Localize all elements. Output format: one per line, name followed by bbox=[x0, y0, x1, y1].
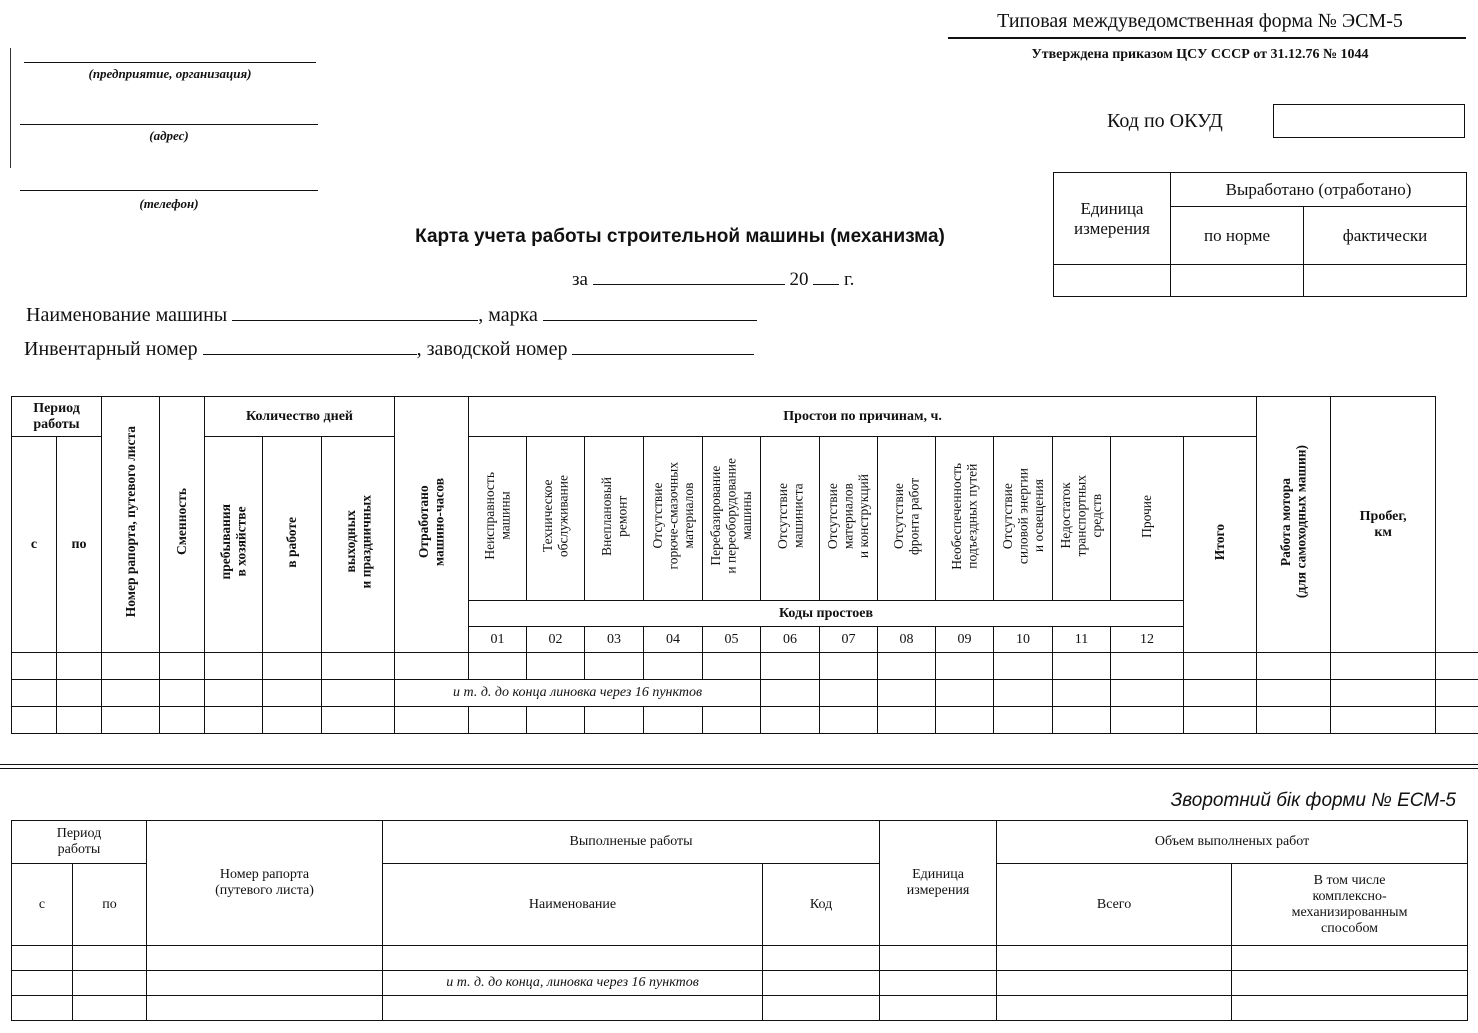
machine-name-line bbox=[26, 304, 757, 327]
table-cell[interactable] bbox=[263, 707, 322, 734]
brand-label: , марка bbox=[478, 304, 538, 326]
unit-header: Единица измерения bbox=[1054, 173, 1171, 265]
table-cell[interactable] bbox=[322, 680, 395, 707]
back-period-header: Период работы bbox=[12, 821, 147, 864]
table-cell[interactable] bbox=[1053, 707, 1111, 734]
idle-col-10: Недостаток транспортных средств bbox=[1053, 437, 1111, 601]
idle-col-5: Отсутствие машиниста bbox=[761, 437, 820, 601]
table-cell[interactable] bbox=[585, 653, 644, 680]
inventory-label: Инвентарный номер bbox=[24, 338, 198, 360]
table-cell[interactable] bbox=[1184, 653, 1257, 680]
table-row bbox=[12, 946, 1468, 971]
unit-cell[interactable] bbox=[1054, 265, 1171, 297]
idle-code: 10 bbox=[994, 627, 1053, 653]
table-cell[interactable] bbox=[383, 946, 763, 971]
table-cell[interactable] bbox=[878, 680, 936, 707]
table-cell[interactable] bbox=[703, 707, 761, 734]
table-cell[interactable] bbox=[102, 707, 160, 734]
idle-col-9: Отсутствие силовой энергии и освещения bbox=[994, 437, 1053, 601]
table-cell[interactable] bbox=[1232, 946, 1468, 971]
table-cell[interactable] bbox=[73, 996, 147, 1021]
inventory-line bbox=[24, 338, 754, 361]
ruling-note: и т. д. до конца линовка через 16 пунктов bbox=[395, 680, 761, 707]
back-to-header: по bbox=[73, 864, 147, 946]
main-table bbox=[11, 396, 1478, 734]
report-no-header: Номер рапорта, путевого листа bbox=[102, 397, 160, 653]
table-cell[interactable] bbox=[994, 653, 1053, 680]
table-cell[interactable] bbox=[147, 971, 383, 996]
idle-col-8: Необеспеченность подъездных путей bbox=[936, 437, 994, 601]
table-cell[interactable] bbox=[880, 946, 997, 971]
za-label: за bbox=[572, 269, 588, 290]
table-row bbox=[12, 971, 1468, 996]
table-cell[interactable] bbox=[395, 653, 469, 680]
table-cell[interactable] bbox=[263, 653, 322, 680]
idle-code: 12 bbox=[1111, 627, 1184, 653]
table-cell[interactable] bbox=[469, 707, 527, 734]
table-cell[interactable] bbox=[997, 946, 1232, 971]
actual-cell[interactable] bbox=[1304, 265, 1467, 297]
table-cell[interactable] bbox=[1053, 653, 1111, 680]
org-label: (предприятие, организация) bbox=[88, 66, 252, 81]
table-cell[interactable] bbox=[585, 707, 644, 734]
table-cell[interactable] bbox=[1331, 707, 1436, 734]
period-blank[interactable] bbox=[593, 284, 785, 285]
inventory-blank[interactable] bbox=[203, 354, 417, 355]
work-code-header: Код bbox=[763, 864, 880, 946]
table-cell[interactable] bbox=[383, 996, 763, 1021]
table-cell[interactable] bbox=[1184, 707, 1257, 734]
back-from-header: с bbox=[12, 864, 73, 946]
table-cell[interactable] bbox=[1436, 707, 1478, 734]
idle-code: 09 bbox=[936, 627, 994, 653]
phone-label: (телефон) bbox=[139, 196, 199, 211]
idle-col-0: Неисправность машины bbox=[469, 437, 527, 601]
table-cell[interactable] bbox=[1111, 680, 1184, 707]
idle-code: 07 bbox=[820, 627, 878, 653]
machine-hours-header: Отработано машино-часов bbox=[395, 397, 469, 653]
table-cell[interactable] bbox=[997, 971, 1232, 996]
table-cell[interactable] bbox=[936, 680, 994, 707]
table-cell[interactable] bbox=[322, 653, 395, 680]
table-row bbox=[12, 653, 1478, 680]
table-cell[interactable] bbox=[763, 996, 880, 1021]
table-cell[interactable] bbox=[12, 680, 57, 707]
table-cell[interactable] bbox=[1184, 680, 1257, 707]
period-header: Период работы bbox=[12, 397, 102, 437]
total-header: Итого bbox=[1184, 437, 1257, 653]
table-cell[interactable] bbox=[994, 707, 1053, 734]
table-cell[interactable] bbox=[1331, 653, 1436, 680]
table-cell[interactable] bbox=[1257, 680, 1331, 707]
table-cell[interactable] bbox=[997, 996, 1232, 1021]
mileage-header: Пробег, км bbox=[1331, 397, 1436, 653]
table-cell[interactable] bbox=[469, 653, 527, 680]
by-norm-header: по норме bbox=[1171, 207, 1304, 265]
table-row bbox=[12, 707, 1478, 734]
machine-name-blank[interactable] bbox=[232, 320, 478, 321]
table-cell[interactable] bbox=[57, 707, 102, 734]
okud-label: Код по ОКУД bbox=[1107, 110, 1223, 132]
factory-label: , заводской номер bbox=[416, 338, 568, 360]
table-cell[interactable] bbox=[102, 680, 160, 707]
ruling-note: и т. д. до конца, линовка через 16 пунктов bbox=[383, 971, 763, 996]
table-cell[interactable] bbox=[880, 996, 997, 1021]
table-cell[interactable] bbox=[878, 707, 936, 734]
days-col-2: выходных и праздничных bbox=[322, 437, 395, 653]
table-cell[interactable] bbox=[527, 707, 585, 734]
idle-col-4: Перебазирование и переоборудование машины bbox=[703, 437, 761, 601]
idle-col-6: Отсутствие материалов и конструкций bbox=[820, 437, 878, 601]
idle-code: 08 bbox=[878, 627, 936, 653]
table-cell[interactable] bbox=[322, 707, 395, 734]
table-cell[interactable] bbox=[12, 707, 57, 734]
address-line bbox=[20, 124, 318, 125]
address-label: (адрес) bbox=[149, 128, 189, 143]
actual-header: фактически bbox=[1304, 207, 1467, 265]
table-cell[interactable] bbox=[160, 653, 205, 680]
table-cell[interactable] bbox=[1436, 680, 1478, 707]
approved-text: Утверждена приказом ЦСУ СССР от 31.12.76 № 1044 bbox=[1031, 47, 1369, 62]
table-row bbox=[12, 680, 1478, 707]
org-block bbox=[10, 44, 320, 214]
table-cell[interactable] bbox=[1257, 707, 1331, 734]
work-name-header: Наименование bbox=[383, 864, 763, 946]
table-cell[interactable] bbox=[205, 653, 263, 680]
works-done-header: Выполненые работы bbox=[383, 821, 880, 864]
produced-header: Выработано (отработано) bbox=[1171, 173, 1467, 207]
table-cell[interactable] bbox=[644, 653, 703, 680]
idle-col-3: Отсутствие горюче-смазочных материалов bbox=[644, 437, 703, 601]
year-suffix: г. bbox=[843, 269, 855, 290]
table-cell[interactable] bbox=[1257, 653, 1331, 680]
factory-blank[interactable] bbox=[572, 354, 754, 355]
table-cell[interactable] bbox=[761, 653, 820, 680]
idle-code: 01 bbox=[469, 627, 527, 653]
volume-header: Объем выполненых работ bbox=[997, 821, 1468, 864]
table-cell[interactable] bbox=[1111, 707, 1184, 734]
idle-code: 03 bbox=[585, 627, 644, 653]
idle-code: 06 bbox=[761, 627, 820, 653]
back-side-title: Зворотний бік форми № ЕСМ-5 bbox=[1170, 790, 1456, 811]
table-cell[interactable] bbox=[878, 653, 936, 680]
idle-code: 04 bbox=[644, 627, 703, 653]
table-cell[interactable] bbox=[763, 946, 880, 971]
volume-total-header: Всего bbox=[997, 864, 1232, 946]
okud-box[interactable] bbox=[1273, 104, 1465, 138]
section-divider-2 bbox=[0, 768, 1478, 769]
period-from-header: с bbox=[12, 437, 57, 653]
table-cell[interactable] bbox=[57, 653, 102, 680]
days-col-0: пребывания в хозяйстве bbox=[205, 437, 263, 653]
idle-code: 05 bbox=[703, 627, 761, 653]
table-cell[interactable] bbox=[205, 680, 263, 707]
table-cell[interactable] bbox=[395, 707, 469, 734]
volume-incl-header: В том числе комплексно- механизированным способом bbox=[1232, 864, 1468, 946]
table-cell[interactable] bbox=[205, 707, 263, 734]
period-line bbox=[572, 269, 854, 291]
form-title: Типовая междуведомственная форма № ЭСМ-5 bbox=[997, 10, 1403, 32]
idle-col-11: Прочие bbox=[1111, 437, 1184, 601]
phone-line bbox=[20, 190, 318, 191]
table-cell[interactable] bbox=[820, 707, 878, 734]
table-cell[interactable] bbox=[263, 680, 322, 707]
idle-col-2: Внеплановый ремонт bbox=[585, 437, 644, 601]
units-table bbox=[1053, 172, 1467, 297]
table-cell[interactable] bbox=[644, 707, 703, 734]
table-cell[interactable] bbox=[12, 946, 73, 971]
table-cell[interactable] bbox=[102, 653, 160, 680]
shifts-header: Сменность bbox=[160, 397, 205, 653]
idle-code: 11 bbox=[1053, 627, 1111, 653]
table-cell[interactable] bbox=[880, 971, 997, 996]
table-cell[interactable] bbox=[1436, 653, 1478, 680]
table-cell[interactable] bbox=[147, 946, 383, 971]
table-cell[interactable] bbox=[1053, 680, 1111, 707]
idle-code: 02 bbox=[527, 627, 585, 653]
idle-codes-header: Коды простоев bbox=[469, 601, 1184, 627]
form-title-underline bbox=[948, 37, 1466, 39]
period-to-header: по bbox=[57, 437, 102, 653]
table-cell[interactable] bbox=[57, 680, 102, 707]
bracket-mark bbox=[10, 48, 17, 168]
table-cell[interactable] bbox=[936, 707, 994, 734]
table-cell[interactable] bbox=[73, 971, 147, 996]
year-prefix: 20 bbox=[789, 269, 809, 290]
table-cell[interactable] bbox=[12, 971, 73, 996]
table-cell[interactable] bbox=[761, 707, 820, 734]
table-cell[interactable] bbox=[1111, 653, 1184, 680]
table-cell[interactable] bbox=[12, 653, 57, 680]
table-cell[interactable] bbox=[1331, 680, 1436, 707]
back-table bbox=[11, 820, 1468, 1021]
table-cell[interactable] bbox=[1232, 996, 1468, 1021]
brand-blank[interactable] bbox=[543, 320, 757, 321]
table-row bbox=[12, 996, 1468, 1021]
table-cell[interactable] bbox=[936, 653, 994, 680]
idle-col-7: Отсутствие фронта работ bbox=[878, 437, 936, 601]
table-cell[interactable] bbox=[763, 971, 880, 996]
days-count-header: Количество дней bbox=[205, 397, 395, 437]
table-cell[interactable] bbox=[527, 653, 585, 680]
back-report-header: Номер рапорта (путевого листа) bbox=[147, 821, 383, 946]
table-cell[interactable] bbox=[1232, 971, 1468, 996]
table-cell[interactable] bbox=[147, 996, 383, 1021]
machine-name-label: Наименование машины bbox=[26, 304, 228, 326]
back-unit-header: Единица измерения bbox=[880, 821, 997, 946]
table-cell[interactable] bbox=[994, 680, 1053, 707]
idle-header: Простои по причинам, ч. bbox=[469, 397, 1257, 437]
table-cell[interactable] bbox=[160, 680, 205, 707]
table-cell[interactable] bbox=[703, 653, 761, 680]
idle-col-1: Техническое обслуживание bbox=[527, 437, 585, 601]
year-blank[interactable] bbox=[813, 284, 839, 285]
page-title: Карта учета работы строительной машины (механизма) bbox=[415, 226, 945, 247]
table-cell[interactable] bbox=[820, 680, 878, 707]
table-cell[interactable] bbox=[12, 996, 73, 1021]
by-norm-cell[interactable] bbox=[1171, 265, 1304, 297]
table-cell[interactable] bbox=[820, 653, 878, 680]
table-cell[interactable] bbox=[761, 680, 820, 707]
org-line bbox=[24, 62, 316, 63]
section-divider bbox=[0, 764, 1478, 765]
table-cell[interactable] bbox=[73, 946, 147, 971]
motor-header: Работа мотора (для самоходных машин) bbox=[1257, 397, 1331, 653]
days-col-1: в работе bbox=[263, 437, 322, 653]
table-cell[interactable] bbox=[160, 707, 205, 734]
